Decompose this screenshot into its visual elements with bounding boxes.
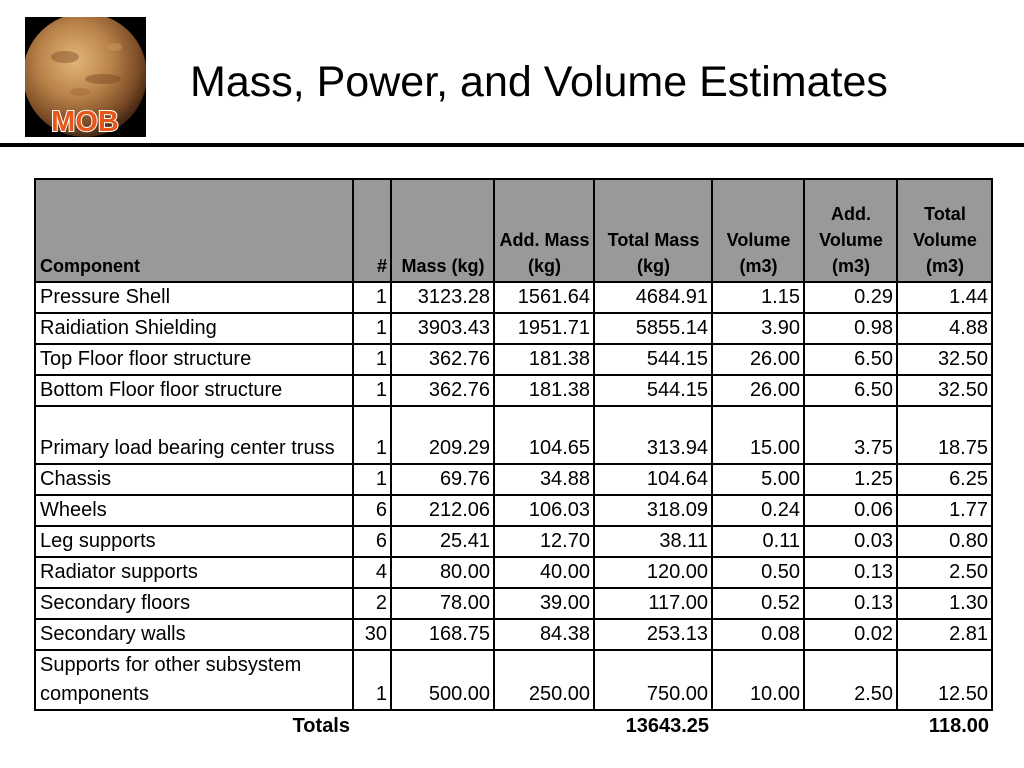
cell-component: Pressure Shell — [35, 282, 353, 313]
cell-count: 1 — [353, 464, 391, 495]
header-count: # — [353, 179, 391, 282]
cell-total-volume: 18.75 — [897, 406, 992, 464]
cell-mass: 209.29 — [391, 406, 494, 464]
cell-add-volume: 1.25 — [804, 464, 897, 495]
mars-planet-icon — [25, 17, 146, 137]
cell-add-volume: 0.13 — [804, 588, 897, 619]
cell-volume: 3.90 — [712, 313, 804, 344]
cell-component: Raidiation Shielding — [35, 313, 353, 344]
cell-mass: 500.00 — [391, 650, 494, 710]
header-mass: Mass (kg) — [391, 179, 494, 282]
cell-mass: 212.06 — [391, 495, 494, 526]
estimates-table — [34, 178, 993, 740]
cell-count: 30 — [353, 619, 391, 650]
cell-add-mass: 181.38 — [494, 375, 594, 406]
cell-volume: 5.00 — [712, 464, 804, 495]
cell-volume: 10.00 — [712, 650, 804, 710]
cell-count: 4 — [353, 557, 391, 588]
cell-mass: 3123.28 — [391, 282, 494, 313]
cell-total-volume: 0.80 — [897, 526, 992, 557]
cell-add-mass: 84.38 — [494, 619, 594, 650]
table-row — [35, 619, 992, 650]
cell-add-volume: 0.02 — [804, 619, 897, 650]
table-row — [35, 313, 992, 344]
header-total-volume: Total Volume (m3) — [897, 179, 992, 282]
totals-row — [35, 710, 992, 740]
table-row — [35, 650, 992, 710]
totals-empty — [391, 710, 494, 740]
cell-add-mass: 1561.64 — [494, 282, 594, 313]
table-row — [35, 557, 992, 588]
totals-empty — [494, 710, 594, 740]
cell-total-volume: 2.50 — [897, 557, 992, 588]
table-header-row — [35, 179, 992, 282]
table-row — [35, 526, 992, 557]
cell-total-mass: 104.64 — [594, 464, 712, 495]
cell-total-volume: 12.50 — [897, 650, 992, 710]
cell-add-mass: 250.00 — [494, 650, 594, 710]
cell-mass: 25.41 — [391, 526, 494, 557]
cell-count: 6 — [353, 526, 391, 557]
table-row — [35, 495, 992, 526]
cell-component: Top Floor floor structure — [35, 344, 353, 375]
cell-add-mass: 34.88 — [494, 464, 594, 495]
page-title: Mass, Power, and Volume Estimates — [190, 58, 888, 106]
cell-total-mass: 544.15 — [594, 344, 712, 375]
cell-mass: 80.00 — [391, 557, 494, 588]
cell-volume: 0.11 — [712, 526, 804, 557]
header-add-volume: Add. Volume (m3) — [804, 179, 897, 282]
cell-add-volume: 0.29 — [804, 282, 897, 313]
cell-count: 1 — [353, 650, 391, 710]
cell-add-mass: 104.65 — [494, 406, 594, 464]
cell-mass: 168.75 — [391, 619, 494, 650]
cell-component: Bottom Floor floor structure — [35, 375, 353, 406]
cell-add-volume: 2.50 — [804, 650, 897, 710]
cell-component: Secondary floors — [35, 588, 353, 619]
cell-total-volume: 32.50 — [897, 375, 992, 406]
cell-volume: 15.00 — [712, 406, 804, 464]
totals-total-volume: 118.00 — [928, 715, 989, 737]
cell-add-mass: 39.00 — [494, 588, 594, 619]
cell-total-volume: 1.44 — [897, 282, 992, 313]
totals-total-mass: 13643.25 — [625, 715, 709, 737]
table-row — [35, 344, 992, 375]
cell-total-mass: 318.09 — [594, 495, 712, 526]
cell-add-volume: 0.03 — [804, 526, 897, 557]
cell-count: 1 — [353, 375, 391, 406]
table-row — [35, 406, 992, 464]
cell-add-volume: 6.50 — [804, 375, 897, 406]
cell-total-mass: 750.00 — [594, 650, 712, 710]
cell-total-mass: 313.94 — [594, 406, 712, 464]
cell-component: Primary load bearing center truss — [35, 406, 353, 464]
cell-total-mass: 4684.91 — [594, 282, 712, 313]
cell-volume: 0.52 — [712, 588, 804, 619]
cell-add-mass: 106.03 — [494, 495, 594, 526]
cell-total-volume: 1.77 — [897, 495, 992, 526]
cell-count: 2 — [353, 588, 391, 619]
cell-total-mass: 120.00 — [594, 557, 712, 588]
cell-component: Supports for other subsystem components — [35, 650, 353, 710]
totals-empty — [804, 710, 897, 740]
cell-add-volume: 6.50 — [804, 344, 897, 375]
totals-label: Totals — [292, 715, 350, 737]
cell-add-mass: 181.38 — [494, 344, 594, 375]
cell-count: 1 — [353, 406, 391, 464]
cell-mass: 362.76 — [391, 375, 494, 406]
header-component: Component — [35, 179, 353, 282]
cell-volume: 26.00 — [712, 375, 804, 406]
cell-add-mass: 12.70 — [494, 526, 594, 557]
cell-component: Chassis — [35, 464, 353, 495]
cell-component: Radiator supports — [35, 557, 353, 588]
cell-count: 1 — [353, 313, 391, 344]
cell-total-volume: 4.88 — [897, 313, 992, 344]
cell-component: Wheels — [35, 495, 353, 526]
cell-total-mass: 544.15 — [594, 375, 712, 406]
cell-count: 1 — [353, 282, 391, 313]
cell-count: 1 — [353, 344, 391, 375]
cell-mass: 362.76 — [391, 344, 494, 375]
header-volume: Volume (m3) — [712, 179, 804, 282]
header-add-mass: Add. Mass (kg) — [494, 179, 594, 282]
cell-add-volume: 0.98 — [804, 313, 897, 344]
cell-total-mass: 5855.14 — [594, 313, 712, 344]
cell-volume: 1.15 — [712, 282, 804, 313]
cell-total-mass: 253.13 — [594, 619, 712, 650]
cell-count: 6 — [353, 495, 391, 526]
cell-mass: 78.00 — [391, 588, 494, 619]
cell-volume: 26.00 — [712, 344, 804, 375]
header-total-mass: Total Mass (kg) — [594, 179, 712, 282]
cell-add-volume: 3.75 — [804, 406, 897, 464]
cell-component: Secondary walls — [35, 619, 353, 650]
cell-total-mass: 38.11 — [594, 526, 712, 557]
cell-add-volume: 0.06 — [804, 495, 897, 526]
cell-volume: 0.50 — [712, 557, 804, 588]
table-row — [35, 375, 992, 406]
table-row — [35, 464, 992, 495]
cell-add-volume: 0.13 — [804, 557, 897, 588]
mob-logo — [25, 17, 146, 137]
cell-mass: 69.76 — [391, 464, 494, 495]
cell-component: Leg supports — [35, 526, 353, 557]
totals-empty — [353, 710, 391, 740]
table-row — [35, 282, 992, 313]
totals-empty — [712, 710, 804, 740]
cell-volume: 0.08 — [712, 619, 804, 650]
cell-total-volume: 32.50 — [897, 344, 992, 375]
logo-text: MOB — [51, 106, 119, 137]
cell-total-mass: 117.00 — [594, 588, 712, 619]
table-row — [35, 588, 992, 619]
cell-total-volume: 6.25 — [897, 464, 992, 495]
title-divider — [0, 143, 1024, 147]
cell-add-mass: 1951.71 — [494, 313, 594, 344]
cell-volume: 0.24 — [712, 495, 804, 526]
cell-mass: 3903.43 — [391, 313, 494, 344]
cell-total-volume: 1.30 — [897, 588, 992, 619]
cell-total-volume: 2.81 — [897, 619, 992, 650]
cell-add-mass: 40.00 — [494, 557, 594, 588]
